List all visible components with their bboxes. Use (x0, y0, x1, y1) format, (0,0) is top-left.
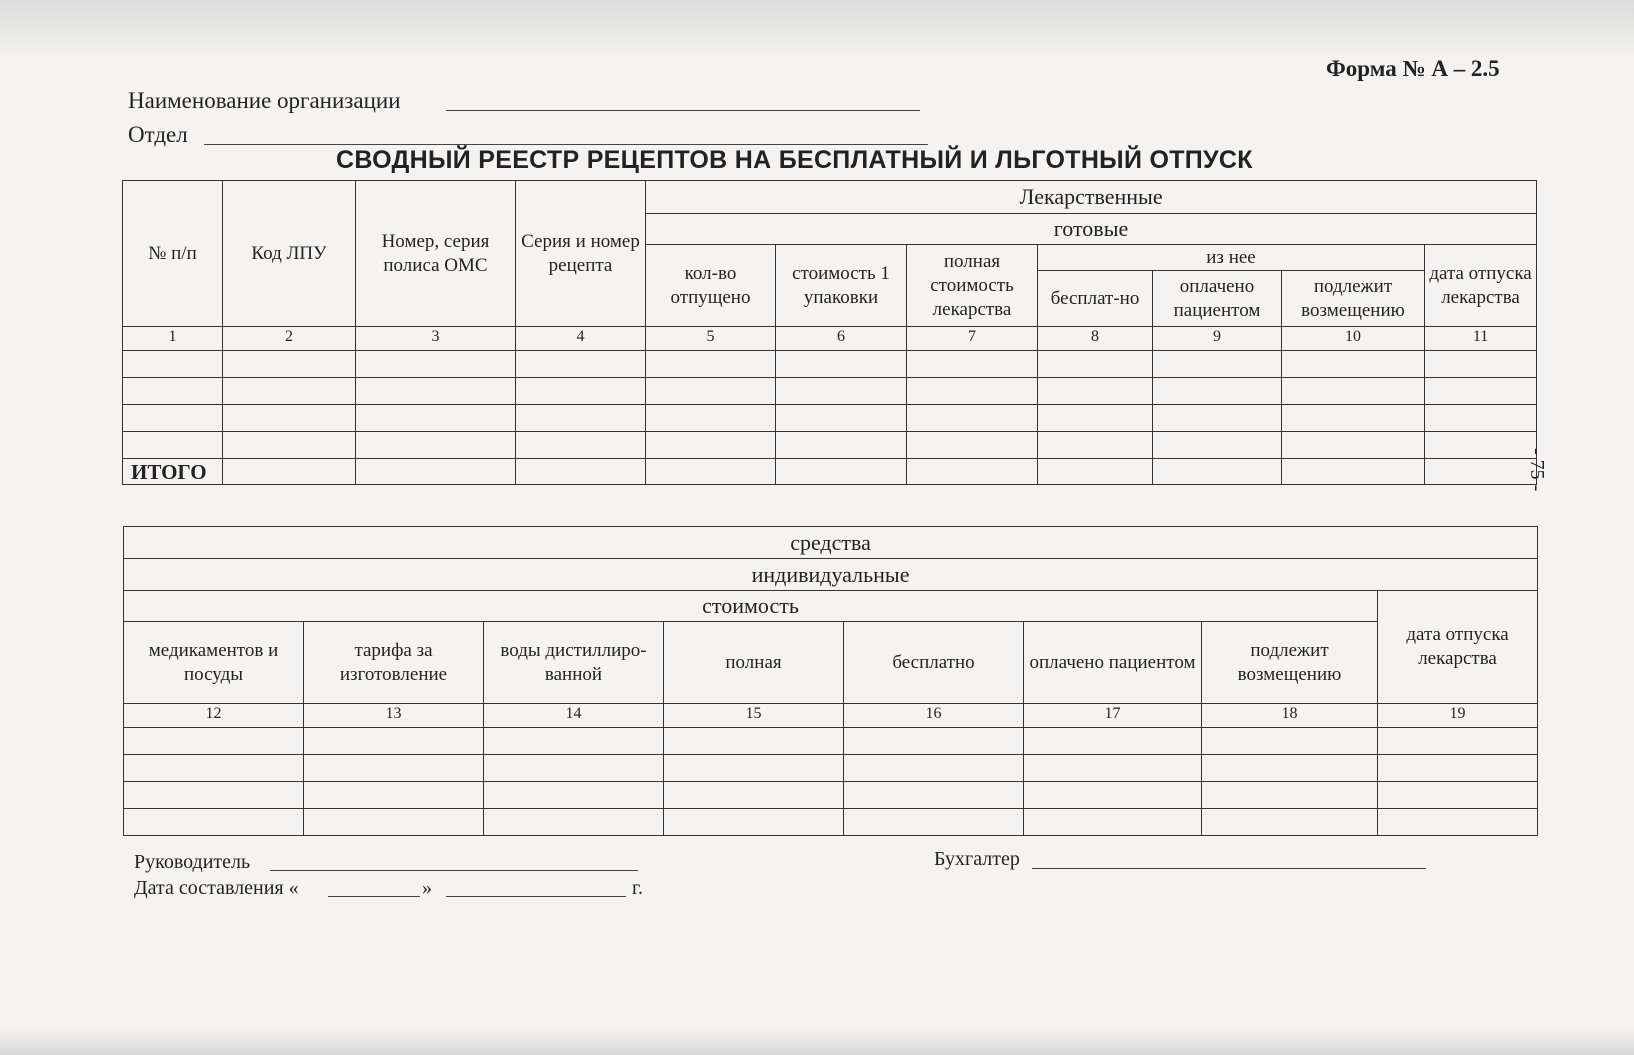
column-number: 12 (124, 704, 304, 728)
column-number: 6 (776, 327, 907, 351)
table-row (124, 728, 1538, 755)
group-means: средства (124, 527, 1538, 559)
header-prescription: Серия и номер рецепта (516, 181, 646, 327)
group-medicinal: Лекарственные (646, 181, 1537, 214)
table-row (124, 755, 1538, 782)
date-month-line (446, 896, 626, 897)
header-paid-patient: оплачено пациентом (1153, 271, 1282, 327)
table-row (123, 405, 1537, 432)
column-number: 14 (484, 704, 664, 728)
registry-table-2 (123, 526, 1538, 836)
header-dispense-date-2: дата отпуска лекарства (1378, 591, 1538, 704)
table-row (123, 432, 1537, 459)
header-policy: Номер, серия полиса ОМС (356, 181, 516, 327)
header-distilled-water: воды дистиллиро-ванной (484, 622, 664, 704)
group-of-which: из нее (1038, 245, 1425, 271)
header-medicines-dishes: медикаментов и посуды (124, 622, 304, 704)
form-number: Форма № А – 2.5 (1326, 56, 1500, 81)
column-numbers-row (123, 327, 1537, 351)
header-free-2: бесплатно (844, 622, 1024, 704)
dept-label: Отдел (128, 122, 188, 147)
year-suffix: г. (632, 877, 643, 899)
head-signature-line (270, 870, 638, 871)
column-number: 8 (1038, 327, 1153, 351)
header-lpu-code: Код ЛПУ (223, 181, 356, 327)
accountant-label: Бухгалтер (934, 848, 1020, 870)
total-row (123, 459, 1537, 485)
column-number: 4 (516, 327, 646, 351)
column-number: 5 (646, 327, 776, 351)
org-underline (446, 110, 920, 111)
column-numbers-row (124, 704, 1538, 728)
column-number: 18 (1202, 704, 1378, 728)
dept-underline (204, 144, 928, 145)
scan-bottom-shadow (0, 1027, 1634, 1055)
column-number: 17 (1024, 704, 1202, 728)
header-quantity: кол-во отпущено (646, 245, 776, 327)
group-individual: индивидуальные (124, 559, 1538, 591)
header-dispense-date: дата отпуска лекарства (1425, 245, 1537, 327)
table-row (123, 351, 1537, 378)
header-reimbursable-2: подлежит возмещению (1202, 622, 1378, 704)
header-free: бесплат-но (1038, 271, 1153, 327)
document-title: СВОДНЫЙ РЕЕСТР РЕЦЕПТОВ НА БЕСПЛАТНЫЙ И ЛЬГОТНЫЙ ОТПУСК (336, 146, 1253, 174)
header-full-cost: полная стоимость лекарства (907, 245, 1038, 327)
header-paid-patient-2: оплачено пациентом (1024, 622, 1202, 704)
group-ready: готовые (646, 214, 1537, 245)
header-num: № п/п (123, 181, 223, 327)
date-close-quote: » (422, 877, 432, 899)
column-number: 13 (304, 704, 484, 728)
header-manufacturing-tariff: тарифа за изготовление (304, 622, 484, 704)
date-day-line (328, 896, 420, 897)
column-number: 15 (664, 704, 844, 728)
column-number: 1 (123, 327, 223, 351)
column-number: 3 (356, 327, 516, 351)
column-number: 2 (223, 327, 356, 351)
header-reimbursable: подлежит возмещению (1282, 271, 1425, 327)
page-number: - 75 - (1526, 448, 1548, 492)
header-unit-cost: стоимость 1 упаковки (776, 245, 907, 327)
org-label: Наименование организации (128, 88, 401, 113)
accountant-signature-line (1032, 868, 1426, 869)
table-row (123, 378, 1537, 405)
table-row (124, 782, 1538, 809)
registry-table-1 (122, 180, 1537, 485)
date-label: Дата составления « (134, 877, 299, 899)
table-row (124, 809, 1538, 836)
column-number: 9 (1153, 327, 1282, 351)
header-full: полная (664, 622, 844, 704)
column-number: 10 (1282, 327, 1425, 351)
column-number: 7 (907, 327, 1038, 351)
head-label: Руководитель (134, 851, 251, 873)
column-number: 16 (844, 704, 1024, 728)
group-cost: стоимость (124, 591, 1378, 622)
column-number: 19 (1378, 704, 1538, 728)
column-number: 11 (1425, 327, 1537, 351)
scan-top-shadow (0, 0, 1634, 60)
total-label: ИТОГО (123, 459, 223, 485)
